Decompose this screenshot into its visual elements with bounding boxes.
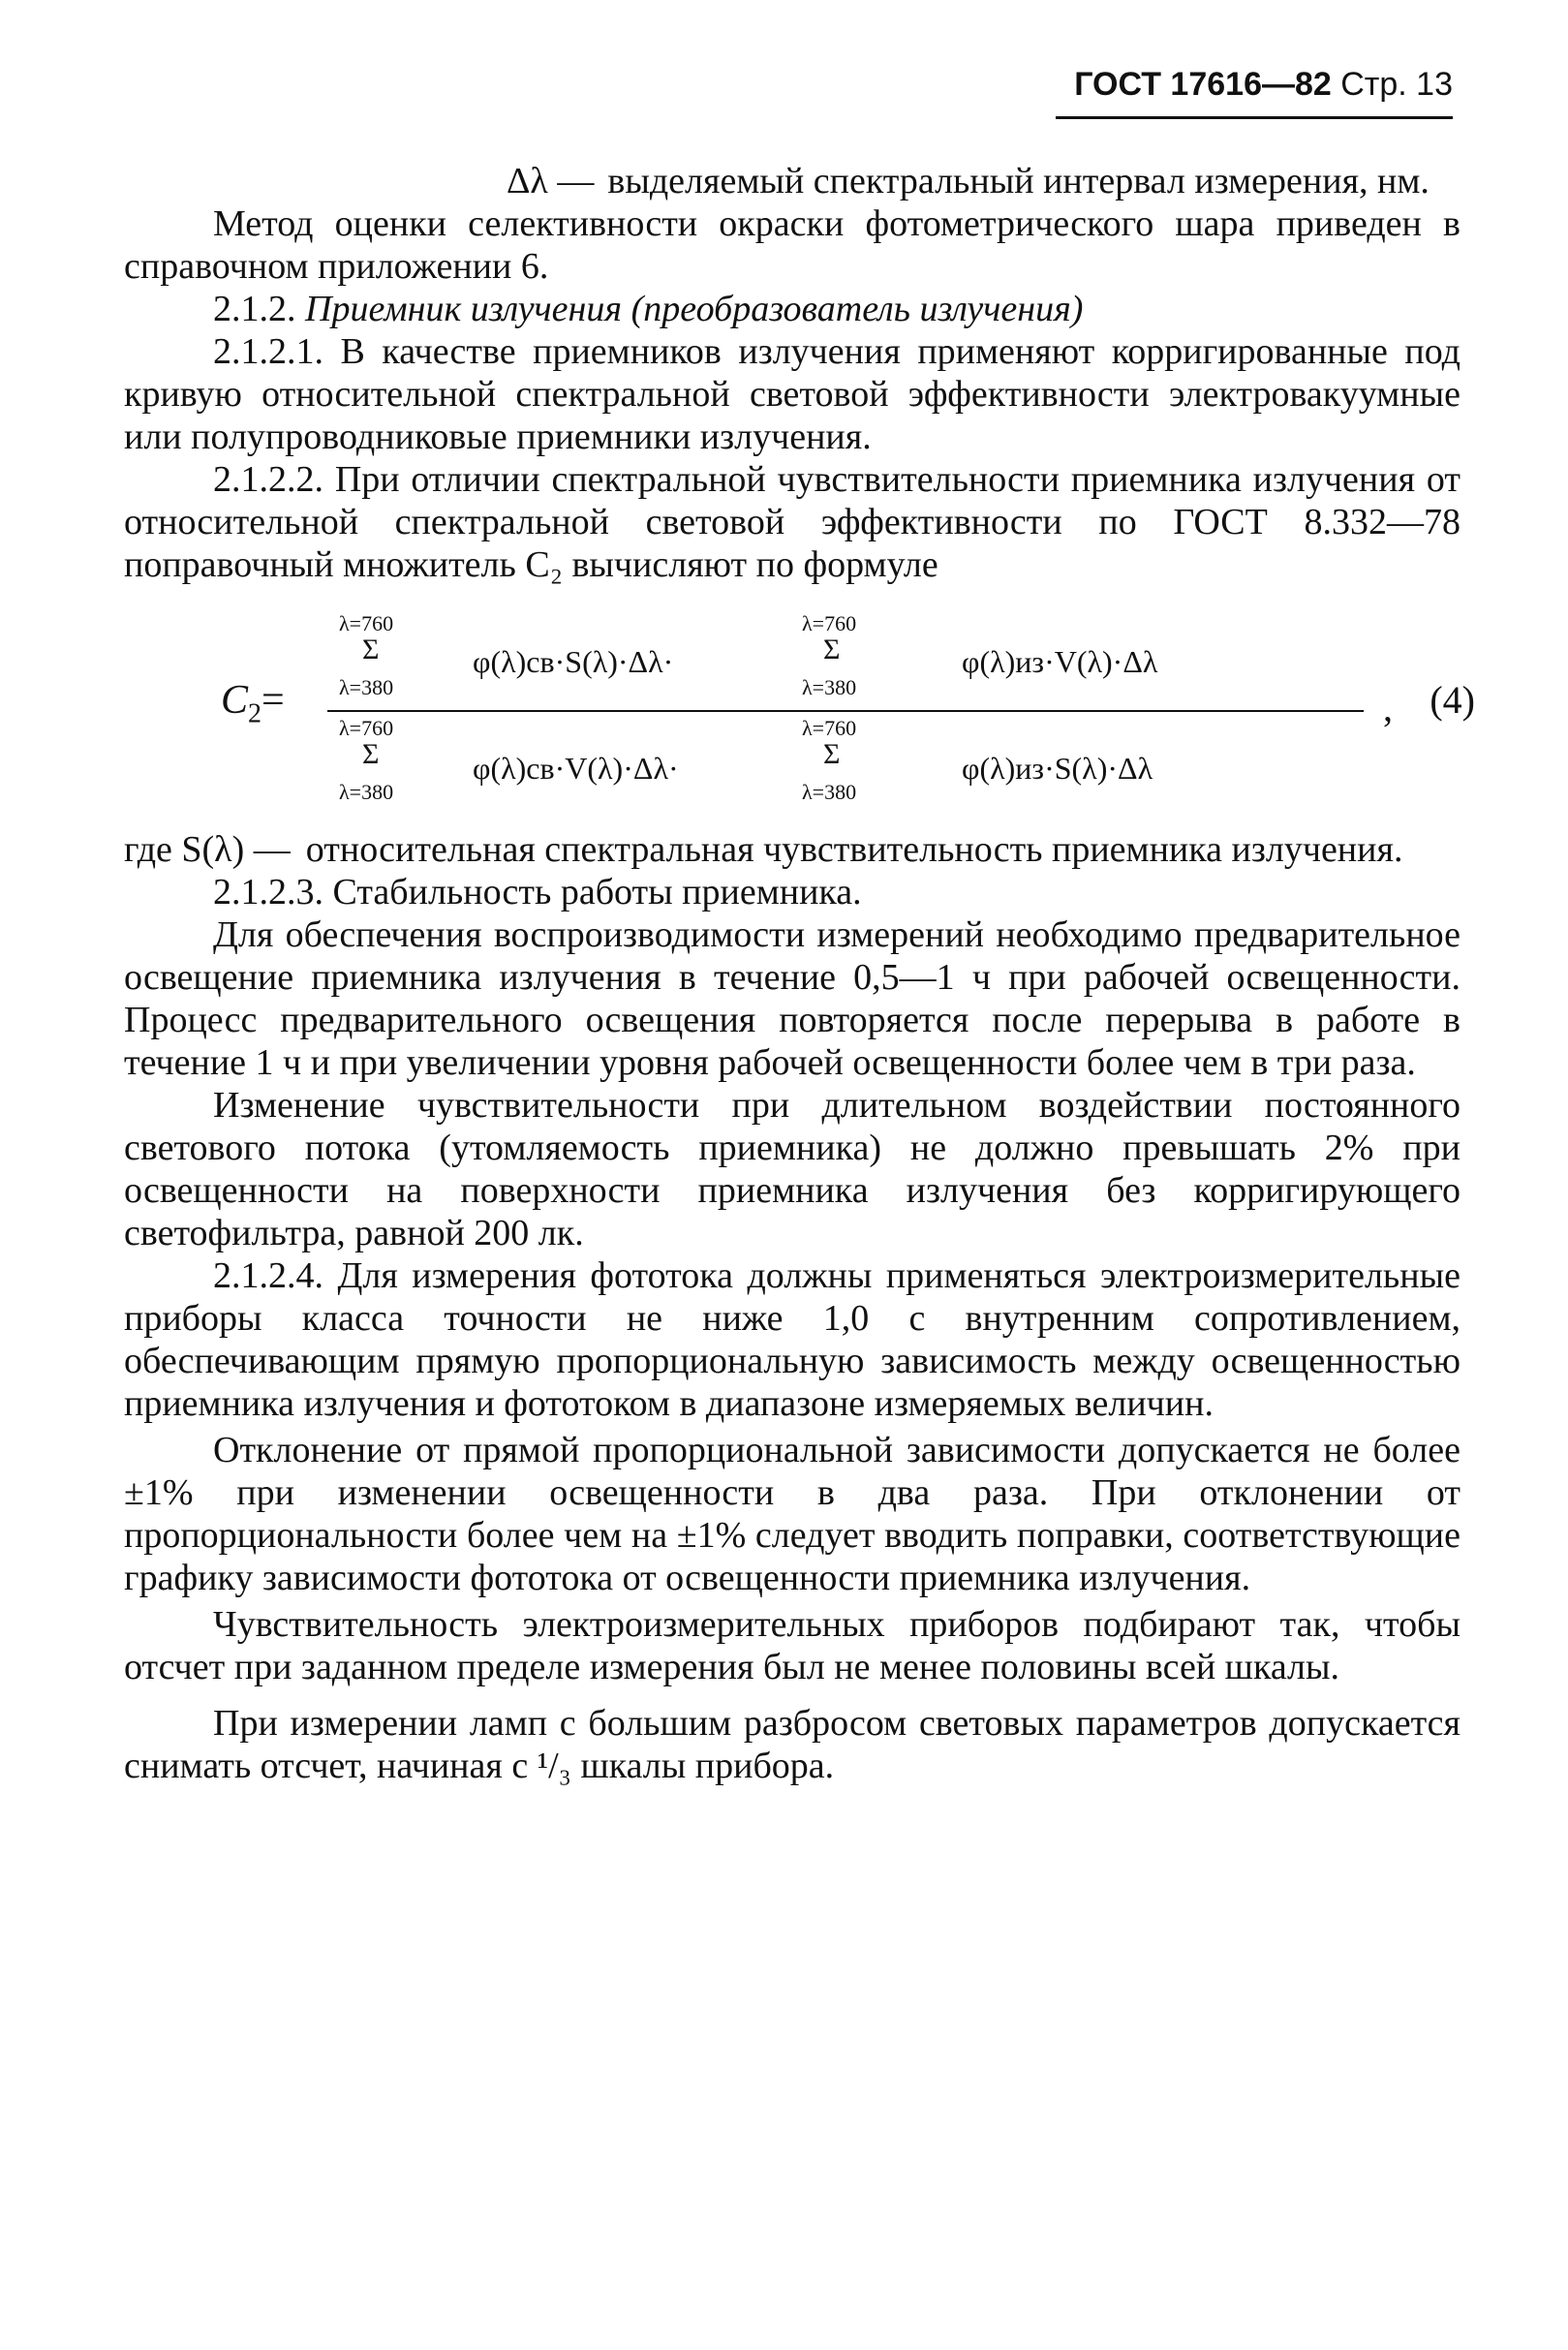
standard-number: ГОСТ 17616—82 (1074, 66, 1332, 103)
sigma-symbol: Σ (362, 634, 380, 665)
sigma-symbol: Σ (362, 738, 380, 770)
numerator-term-1: φ(λ)св·S(λ)·Δλ· (473, 644, 674, 679)
formula-lhs (221, 679, 285, 735)
body-text (124, 160, 1475, 1787)
paragraph: Чувствительность электроизмерительных приборов подбирают так, чтобы отсчет при заданном пределе измерения был не менее половины всей шкалы. (124, 1604, 1460, 1687)
paragraph: 2.1.2.1. В качестве приемников излучения применяют корригированные под кривую относительной спектральной световой эффективности электровакуумные или полупроводниковые приемники излучения. (124, 331, 1460, 457)
formula-variable: C (221, 678, 249, 723)
formula-subscript: 2 (248, 698, 262, 729)
sum-upper-limit: λ=760 (802, 611, 857, 635)
sigma-symbol: Σ (823, 738, 841, 770)
paragraph: Отклонение от прямой пропорциональной зависимости допускается не более ±1% при изменении освещенности в два раза. При отклонении от пропорциональности более чем на ±1% следует вводить поправки, соответствующие графику зависимости фототока от освещенности приемника излучения. (124, 1430, 1460, 1598)
section-heading (124, 288, 1460, 330)
fraction-one-third: ¹/₃ (537, 1746, 571, 1786)
paragraph-text: При измерении ламп с большим разбросом световых параметров допускается снимать отсчет, начиная с (124, 1703, 1460, 1786)
definition-text: относительная спектральная чувствительность приемника излучения. (305, 829, 1403, 870)
sum-lower-limit: λ=380 (339, 780, 394, 804)
paragraph: Метод оценки селективности окраски фотометрического шара приведен в справочном приложении 6. (124, 203, 1460, 287)
section-title: Приемник излучения (преобразователь излучения) (305, 289, 1084, 329)
paragraph-text: шкалы прибора. (580, 1746, 835, 1786)
formula-c2 (124, 611, 1475, 815)
definition-term: где S(λ) — (124, 829, 291, 870)
sum-lower-limit: λ=380 (802, 675, 857, 699)
running-header (1056, 66, 1453, 104)
definition-delta-lambda (124, 160, 1460, 202)
paragraph (124, 1702, 1460, 1787)
formula-equals: = (261, 678, 285, 723)
page-number: Стр. 13 (1340, 66, 1453, 103)
denominator-term-1: φ(λ)св·V(λ)·Δλ· (473, 751, 679, 786)
sum-upper-limit: λ=760 (339, 716, 394, 740)
numerator-term-2: φ(λ)из·V(λ)·Δλ (962, 644, 1158, 679)
sum-upper-limit: λ=760 (802, 716, 857, 740)
definition-term: Δλ — (507, 161, 595, 201)
header-rule (1056, 116, 1453, 119)
definition-s-lambda (124, 828, 1460, 871)
formula-number: (4) (1430, 678, 1475, 722)
section-number: 2.1.2. (213, 289, 296, 329)
sigma-symbol: Σ (823, 634, 841, 665)
paragraph: 2.1.2.4. Для измерения фототока должны применяться электроизмерительные приборы класса точности не ниже 1,0 с внутренним сопротивлением, обеспечивающим прямую пропорциональную зависимость между освещенностью приемника излучения и фототоком в диапазоне измеряемых величин. (124, 1255, 1460, 1424)
definition-text: выделяемый спектральный интервал измерения, нм. (607, 161, 1430, 201)
paragraph: Изменение чувствительности при длительном воздействии постоянного светового потока (утомляемость приемника) не должно превышать 2% при освещенности на поверхности приемника излучения без корригирующего светофильтра, равной 200 лк. (124, 1085, 1460, 1253)
formula-comma: , (1383, 686, 1393, 729)
paragraph: 2.1.2.2. При отличии спектральной чувствительности приемника излучения от относительной спектральной световой эффективности по ГОСТ 8.332—78 поправочный множитель C₂ вычисляют по формуле (124, 459, 1460, 585)
fraction-bar (327, 710, 1364, 712)
sum-upper-limit: λ=760 (339, 611, 394, 635)
paragraph: 2.1.2.3. Стабильность работы приемника. (213, 872, 862, 912)
sum-lower-limit: λ=380 (339, 675, 394, 699)
denominator-term-2: φ(λ)из·S(λ)·Δλ (962, 751, 1153, 786)
sum-lower-limit: λ=380 (802, 780, 857, 804)
paragraph: Для обеспечения воспроизводимости измерений необходимо предварительное освещение приемника излучения в течение 0,5—1 ч при рабочей освещенности. Процесс предварительного освещения повторяется после перерыва в работе в течение 1 ч и при увеличении уровня рабочей освещенности более чем в три раза. (124, 914, 1460, 1083)
